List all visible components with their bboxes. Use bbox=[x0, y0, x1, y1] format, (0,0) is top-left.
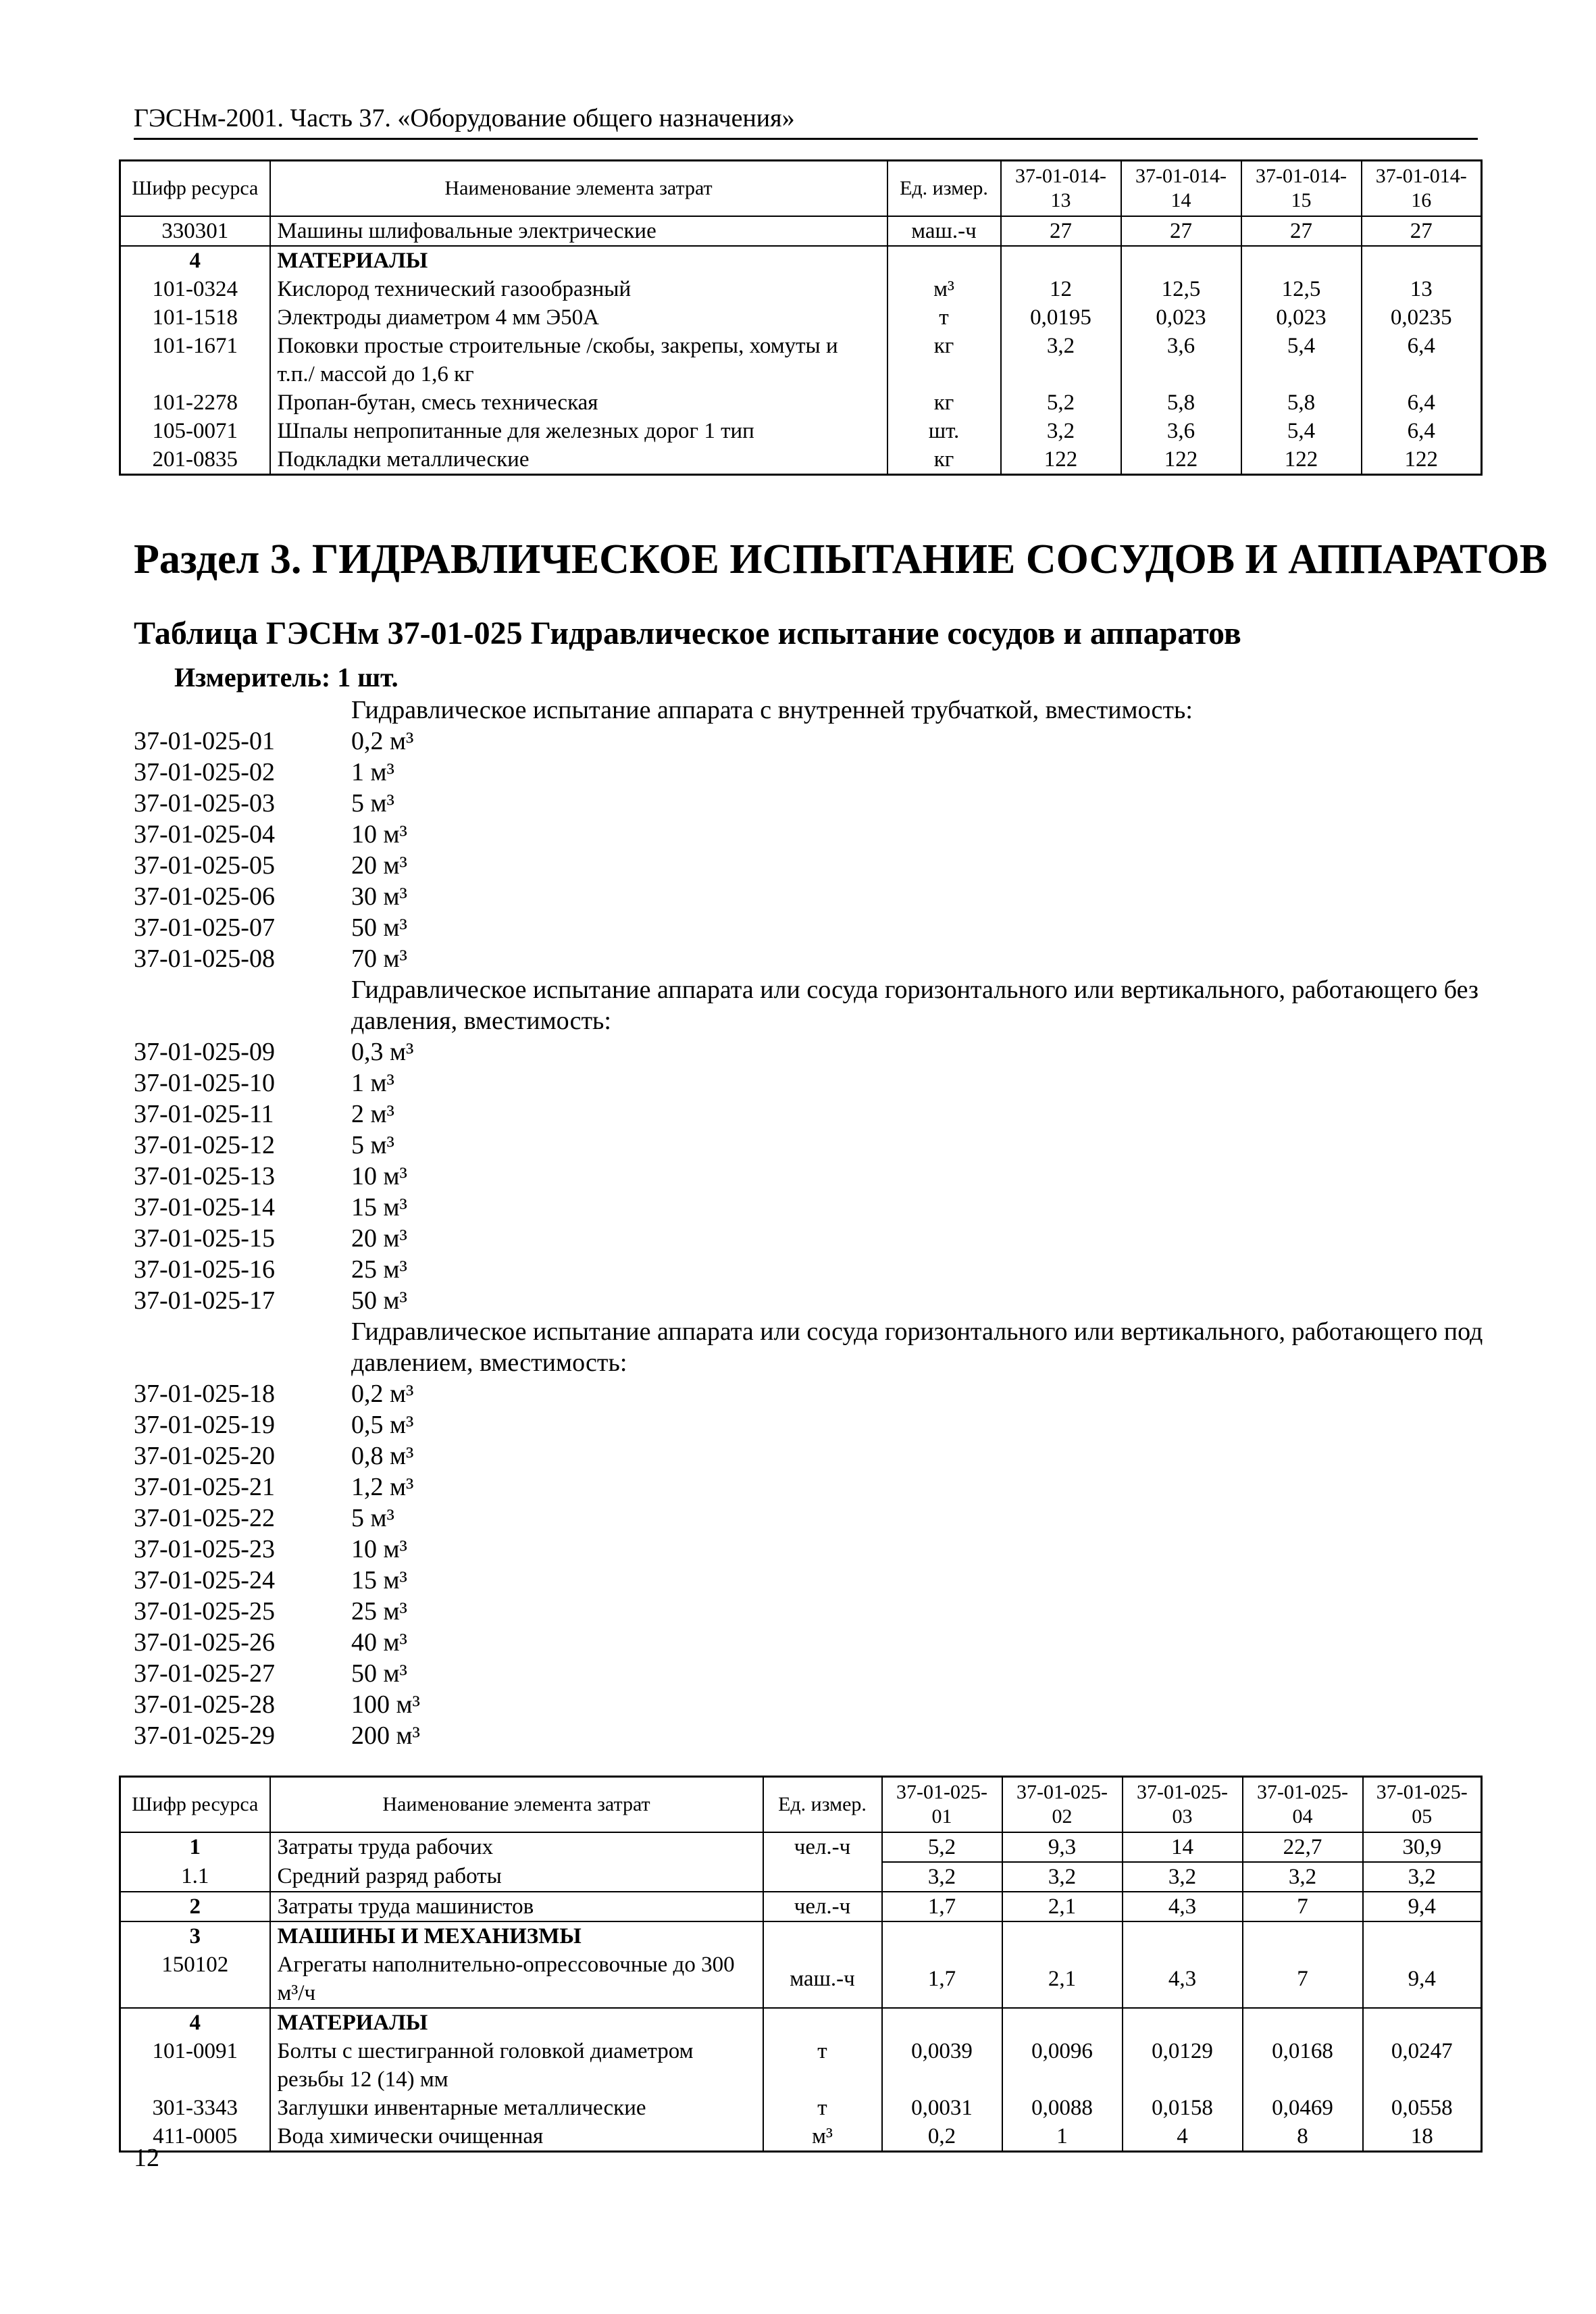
norm-code: 37-01-025-21 bbox=[134, 1473, 275, 1501]
list-item bbox=[134, 1565, 1485, 1596]
resource-name: Шпалы непропитанные для железных дорог 1 тип bbox=[270, 417, 887, 445]
norm-capacity: 40 м³ bbox=[351, 1628, 407, 1657]
list-item bbox=[134, 1627, 1485, 1658]
resource-code: 101-0324 bbox=[120, 275, 270, 303]
norm-code: 37-01-025-05 bbox=[134, 851, 275, 880]
norm-code: 37-01-025-27 bbox=[134, 1659, 275, 1688]
resource-unit: чел.-ч bbox=[763, 1832, 882, 1862]
norm-value: 27 bbox=[1362, 216, 1482, 246]
norm-capacity: 1,2 м³ bbox=[351, 1473, 414, 1501]
norm-value: 0,0096 bbox=[1002, 2037, 1123, 2094]
norm-value: 0,0088 bbox=[1002, 2094, 1123, 2122]
list-item bbox=[134, 1161, 1485, 1192]
column-header-norm: 37-01-025-05 bbox=[1363, 1777, 1482, 1832]
norm-value: 27 bbox=[1121, 216, 1241, 246]
list-item bbox=[134, 1378, 1485, 1409]
column-header-code: Шифр ресурса bbox=[120, 1777, 270, 1832]
resource-unit: кг bbox=[887, 388, 1001, 417]
norm-value: 2,1 bbox=[1002, 1892, 1123, 1921]
resource-name: Кислород технический газообразный bbox=[270, 275, 887, 303]
list-item bbox=[134, 912, 1485, 943]
resource-code: 301-3343 bbox=[120, 2094, 270, 2122]
list-item bbox=[134, 850, 1485, 881]
norm-value: 0,0168 bbox=[1243, 2037, 1363, 2094]
list-item bbox=[134, 788, 1485, 819]
table-row bbox=[120, 2037, 1482, 2094]
norm-code: 37-01-025-12 bbox=[134, 1131, 275, 1159]
norm-value: 3,2 bbox=[1001, 417, 1121, 445]
column-header-name: Наименование элемента затрат bbox=[270, 161, 887, 216]
norm-code: 37-01-025-25 bbox=[134, 1597, 275, 1626]
resource-name: Электроды диаметром 4 мм Э50А bbox=[270, 303, 887, 332]
norm-capacity: 10 м³ bbox=[351, 820, 407, 849]
list-item bbox=[134, 1689, 1485, 1720]
column-header-norm: 37-01-025-04 bbox=[1243, 1777, 1363, 1832]
norm-capacity: 50 м³ bbox=[351, 1286, 407, 1315]
norm-capacity: 10 м³ bbox=[351, 1535, 407, 1563]
norm-value: 5,8 bbox=[1241, 388, 1362, 417]
list-item bbox=[134, 1409, 1485, 1440]
norm-value: 8 bbox=[1243, 2122, 1363, 2152]
norm-value: 3,2 bbox=[1002, 1862, 1123, 1892]
norm-capacity: 15 м³ bbox=[351, 1193, 407, 1222]
group-caption: Гидравлическое испытание аппарата или сосуда горизонтального или вертикального, работающего под давлением, вместимость: bbox=[351, 1317, 1483, 1377]
list-item bbox=[134, 1285, 1485, 1316]
norm-capacity: 70 м³ bbox=[351, 945, 407, 973]
norm-value: 14 bbox=[1123, 1832, 1243, 1862]
resource-table-014 bbox=[119, 159, 1483, 476]
norm-value: 5,2 bbox=[1001, 388, 1121, 417]
norm-value: 3,6 bbox=[1121, 417, 1241, 445]
norm-value: 9,4 bbox=[1363, 1951, 1482, 2008]
norm-capacity: 200 м³ bbox=[351, 1721, 420, 1750]
group-code: 3 bbox=[120, 1921, 270, 1951]
resource-unit: шт. bbox=[887, 417, 1001, 445]
unit-of-measure: Измеритель: 1 шт. bbox=[174, 662, 398, 693]
norm-code: 37-01-025-14 bbox=[134, 1193, 275, 1222]
norm-value: 9,3 bbox=[1002, 1832, 1123, 1862]
resource-name: Пропан-бутан, смесь техническая bbox=[270, 388, 887, 417]
resource-name: Вода химически очищенная bbox=[270, 2122, 763, 2152]
norm-value: 6,4 bbox=[1362, 388, 1482, 417]
norm-code: 37-01-025-15 bbox=[134, 1224, 275, 1253]
resource-name: Средний разряд работы bbox=[270, 1862, 763, 1892]
resource-code: 1.1 bbox=[120, 1862, 270, 1892]
table-row bbox=[120, 332, 1482, 388]
norm-code: 37-01-025-18 bbox=[134, 1380, 275, 1408]
norm-capacity: 0,2 м³ bbox=[351, 727, 414, 755]
column-header-unit: Ед. измер. bbox=[763, 1777, 882, 1832]
norm-value: 0,0039 bbox=[882, 2037, 1002, 2094]
table-row bbox=[120, 1832, 1482, 1862]
norm-value: 3,2 bbox=[1363, 1862, 1482, 1892]
column-header-norm: 37-01-014-16 bbox=[1362, 161, 1482, 216]
norm-code: 37-01-025-04 bbox=[134, 820, 275, 849]
norm-value: 30,9 bbox=[1363, 1832, 1482, 1862]
norm-code: 37-01-025-26 bbox=[134, 1628, 275, 1657]
norm-value: 5,2 bbox=[882, 1832, 1002, 1862]
norm-value: 122 bbox=[1121, 445, 1241, 475]
norm-value: 3,6 bbox=[1121, 332, 1241, 388]
norm-value: 12,5 bbox=[1241, 275, 1362, 303]
column-header-norm: 37-01-014-15 bbox=[1241, 161, 1362, 216]
table-row bbox=[120, 2094, 1482, 2122]
list-item bbox=[134, 881, 1485, 912]
norm-value: 0,0235 bbox=[1362, 303, 1482, 332]
column-header-norm: 37-01-025-01 bbox=[882, 1777, 1002, 1832]
table-row bbox=[120, 216, 1482, 246]
norm-code: 37-01-025-22 bbox=[134, 1504, 275, 1532]
norm-capacity: 10 м³ bbox=[351, 1162, 407, 1190]
norm-code: 37-01-025-28 bbox=[134, 1690, 275, 1719]
norm-code: 37-01-025-08 bbox=[134, 945, 275, 973]
norm-value: 122 bbox=[1241, 445, 1362, 475]
norm-value: 27 bbox=[1001, 216, 1121, 246]
column-header-code: Шифр ресурса bbox=[120, 161, 270, 216]
norm-capacity: 15 м³ bbox=[351, 1566, 407, 1594]
resource-code: 101-1671 bbox=[120, 332, 270, 388]
norm-code: 37-01-025-07 bbox=[134, 913, 275, 942]
table-row bbox=[120, 303, 1482, 332]
resource-unit bbox=[763, 1862, 882, 1892]
resource-name: Затраты труда рабочих bbox=[270, 1832, 763, 1862]
group-code: 4 bbox=[120, 2008, 270, 2037]
norm-value: 0,0558 bbox=[1363, 2094, 1482, 2122]
resource-unit: кг bbox=[887, 445, 1001, 475]
list-item bbox=[134, 1596, 1485, 1627]
norm-code: 37-01-025-11 bbox=[134, 1100, 274, 1128]
resource-code: 101-0091 bbox=[120, 2037, 270, 2094]
list-item bbox=[134, 943, 1485, 974]
column-header-name: Наименование элемента затрат bbox=[270, 1777, 763, 1832]
norm-capacity: 0,2 м³ bbox=[351, 1380, 414, 1408]
running-header: ГЭСНм-2001. Часть 37. «Оборудование общего назначения» bbox=[134, 101, 1478, 140]
list-item bbox=[134, 1534, 1485, 1565]
norm-capacity: 5 м³ bbox=[351, 1131, 394, 1159]
norm-value: 12 bbox=[1001, 275, 1121, 303]
norm-capacity: 25 м³ bbox=[351, 1255, 407, 1284]
resource-code: 101-1518 bbox=[120, 303, 270, 332]
list-item bbox=[134, 1254, 1485, 1285]
norm-code: 37-01-025-20 bbox=[134, 1442, 275, 1470]
norm-code: 37-01-025-29 bbox=[134, 1721, 275, 1750]
norm-capacity: 5 м³ bbox=[351, 1504, 394, 1532]
resource-unit: м³ bbox=[763, 2122, 882, 2152]
column-header-unit: Ед. измер. bbox=[887, 161, 1001, 216]
norm-value: 1,7 bbox=[882, 1892, 1002, 1921]
column-header-norm: 37-01-014-14 bbox=[1121, 161, 1241, 216]
norm-value: 3,2 bbox=[1243, 1862, 1363, 1892]
norm-capacity: 0,5 м³ bbox=[351, 1411, 414, 1439]
resource-code: 201-0835 bbox=[120, 445, 270, 475]
table-heading: Таблица ГЭСНм 37-01-025 Гидравлическое испытание сосудов и аппаратов bbox=[134, 615, 1241, 651]
list-item bbox=[134, 1658, 1485, 1689]
norm-capacity: 50 м³ bbox=[351, 1659, 407, 1688]
norm-value: 2,1 bbox=[1002, 1951, 1123, 2008]
table-row bbox=[120, 2122, 1482, 2152]
norm-code: 37-01-025-01 bbox=[134, 727, 275, 755]
norm-capacity: 20 м³ bbox=[351, 1224, 407, 1253]
resource-name: Подкладки металлические bbox=[270, 445, 887, 475]
table-group-row bbox=[120, 1921, 1482, 1951]
list-item bbox=[134, 1099, 1485, 1130]
norm-value: 0,0247 bbox=[1363, 2037, 1482, 2094]
norm-value: 9,4 bbox=[1363, 1892, 1482, 1921]
table-row bbox=[120, 1892, 1482, 1921]
list-item bbox=[134, 757, 1485, 788]
norm-value: 122 bbox=[1362, 445, 1482, 475]
resource-name: Агрегаты наполнительно-опрессовочные до 300 м³/ч bbox=[270, 1951, 763, 2008]
norm-capacity: 5 м³ bbox=[351, 789, 394, 818]
list-item bbox=[134, 1130, 1485, 1161]
page-number: 12 bbox=[134, 2144, 159, 2172]
norm-capacity: 0,3 м³ bbox=[351, 1038, 414, 1066]
resource-unit: т bbox=[763, 2037, 882, 2094]
resource-code: 411-0005 bbox=[120, 2122, 270, 2152]
norm-value: 1,7 bbox=[882, 1951, 1002, 2008]
column-header-norm: 37-01-025-02 bbox=[1002, 1777, 1123, 1832]
norm-value: 5,4 bbox=[1241, 417, 1362, 445]
norm-value: 4,3 bbox=[1123, 1951, 1243, 2008]
norm-code: 37-01-025-13 bbox=[134, 1162, 275, 1190]
resource-unit: т bbox=[887, 303, 1001, 332]
table-row bbox=[120, 445, 1482, 475]
resource-name: Болты с шестигранной головкой диаметром резьбы 12 (14) мм bbox=[270, 2037, 763, 2094]
norm-value: 13 bbox=[1362, 275, 1482, 303]
group-name: МАШИНЫ И МЕХАНИЗМЫ bbox=[270, 1921, 763, 1951]
norm-value: 0,023 bbox=[1241, 303, 1362, 332]
norm-value: 5,8 bbox=[1121, 388, 1241, 417]
column-header-norm: 37-01-014-13 bbox=[1001, 161, 1121, 216]
resource-unit: маш.-ч bbox=[763, 1951, 882, 2008]
norm-code: 37-01-025-24 bbox=[134, 1566, 275, 1594]
norm-value: 4 bbox=[1123, 2122, 1243, 2152]
norm-capacity: 1 м³ bbox=[351, 758, 394, 786]
table-group-row bbox=[120, 246, 1482, 275]
norm-value: 0,2 bbox=[882, 2122, 1002, 2152]
table-header-row bbox=[120, 1777, 1482, 1832]
resource-code: 330301 bbox=[120, 216, 270, 246]
group-name: МАТЕРИАЛЫ bbox=[270, 2008, 763, 2037]
norm-value: 5,4 bbox=[1241, 332, 1362, 388]
resource-unit: кг bbox=[887, 332, 1001, 388]
norm-capacity: 100 м³ bbox=[351, 1690, 420, 1719]
resource-unit: чел.-ч bbox=[763, 1892, 882, 1921]
norm-value: 0,0031 bbox=[882, 2094, 1002, 2122]
group-caption: Гидравлическое испытание аппарата с внутренней трубчаткой, вместимость: bbox=[351, 696, 1193, 724]
resource-code: 1 bbox=[120, 1832, 270, 1862]
norm-capacity: 1 м³ bbox=[351, 1069, 394, 1097]
norm-code: 37-01-025-19 bbox=[134, 1411, 275, 1439]
norm-value: 4,3 bbox=[1123, 1892, 1243, 1921]
resource-code: 105-0071 bbox=[120, 417, 270, 445]
resource-name: Поковки простые строительные /скобы, закрепы, хомуты и т.п./ массой до 1,6 кг bbox=[270, 332, 887, 388]
norm-code: 37-01-025-02 bbox=[134, 758, 275, 786]
group-caption: Гидравлическое испытание аппарата или сосуда горизонтального или вертикального, работающего без давления, вместимость: bbox=[351, 976, 1478, 1035]
norm-value: 0,0158 bbox=[1123, 2094, 1243, 2122]
norm-value: 6,4 bbox=[1362, 417, 1482, 445]
norm-code: 37-01-025-17 bbox=[134, 1286, 275, 1315]
norm-value: 22,7 bbox=[1243, 1832, 1363, 1862]
norm-value: 3,2 bbox=[1001, 332, 1121, 388]
norm-value: 1 bbox=[1002, 2122, 1123, 2152]
resource-name: Заглушки инвентарные металлические bbox=[270, 2094, 763, 2122]
norm-capacity: 50 м³ bbox=[351, 913, 407, 942]
norm-value: 122 bbox=[1001, 445, 1121, 475]
norm-code: 37-01-025-23 bbox=[134, 1535, 275, 1563]
norm-value: 18 bbox=[1363, 2122, 1482, 2152]
resource-unit: м³ bbox=[887, 275, 1001, 303]
norm-code: 37-01-025-09 bbox=[134, 1038, 275, 1066]
table-row bbox=[120, 275, 1482, 303]
norm-code: 37-01-025-10 bbox=[134, 1069, 275, 1097]
norm-value: 0,0195 bbox=[1001, 303, 1121, 332]
resource-code: 101-2278 bbox=[120, 388, 270, 417]
table-header-row bbox=[120, 161, 1482, 216]
norm-value: 0,0469 bbox=[1243, 2094, 1363, 2122]
list-item bbox=[134, 1720, 1485, 1751]
norm-capacity: 20 м³ bbox=[351, 851, 407, 880]
norm-value: 0,0129 bbox=[1123, 2037, 1243, 2094]
list-item bbox=[134, 1472, 1485, 1503]
list-item bbox=[134, 1067, 1485, 1099]
table-row bbox=[120, 1862, 1482, 1892]
list-item bbox=[134, 1440, 1485, 1472]
norm-capacity: 0,8 м³ bbox=[351, 1442, 414, 1470]
group-code: 4 bbox=[120, 246, 270, 275]
column-header-norm: 37-01-025-03 bbox=[1123, 1777, 1243, 1832]
norm-code: 37-01-025-16 bbox=[134, 1255, 275, 1284]
group-name: МАТЕРИАЛЫ bbox=[270, 246, 887, 275]
list-item bbox=[134, 1223, 1485, 1254]
norm-capacity: 25 м³ bbox=[351, 1597, 407, 1626]
norm-value: 3,2 bbox=[1123, 1862, 1243, 1892]
list-item bbox=[134, 1503, 1485, 1534]
norm-value: 7 bbox=[1243, 1892, 1363, 1921]
norm-value: 6,4 bbox=[1362, 332, 1482, 388]
table-row bbox=[120, 1951, 1482, 2008]
norm-value: 3,2 bbox=[882, 1862, 1002, 1892]
norm-value: 12,5 bbox=[1121, 275, 1241, 303]
table-row bbox=[120, 417, 1482, 445]
resource-table-025 bbox=[119, 1776, 1483, 2153]
section-heading: Раздел 3. ГИДРАВЛИЧЕСКОЕ ИСПЫТАНИЕ СОСУДОВ И АППАРАТОВ bbox=[134, 536, 1548, 582]
norm-code: 37-01-025-03 bbox=[134, 789, 275, 818]
list-item bbox=[134, 1192, 1485, 1223]
table-group-row bbox=[120, 2008, 1482, 2037]
norm-capacity: 2 м³ bbox=[351, 1100, 394, 1128]
resource-code: 2 bbox=[120, 1892, 270, 1921]
norm-value: 7 bbox=[1243, 1951, 1363, 2008]
list-item bbox=[134, 819, 1485, 850]
norm-value: 0,023 bbox=[1121, 303, 1241, 332]
resource-unit: маш.-ч bbox=[887, 216, 1001, 246]
norm-list bbox=[134, 695, 1485, 1751]
norm-code: 37-01-025-06 bbox=[134, 882, 275, 911]
table-row bbox=[120, 388, 1482, 417]
list-item bbox=[134, 1036, 1485, 1067]
resource-name: Машины шлифовальные электрические bbox=[270, 216, 887, 246]
resource-code: 150102 bbox=[120, 1951, 270, 2008]
resource-unit: т bbox=[763, 2094, 882, 2122]
resource-name: Затраты труда машинистов bbox=[270, 1892, 763, 1921]
norm-capacity: 30 м³ bbox=[351, 882, 407, 911]
norm-value: 27 bbox=[1241, 216, 1362, 246]
list-item bbox=[134, 726, 1485, 757]
